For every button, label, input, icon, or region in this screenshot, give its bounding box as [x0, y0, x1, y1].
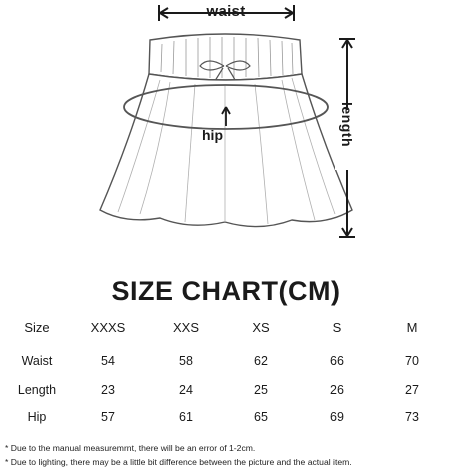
header-cell: XXS [172, 320, 199, 335]
table-cell: 54 [101, 354, 115, 368]
note-measurement: * Due to the manual measuremrnt, there will be an error of 1-2cm. [5, 443, 256, 453]
table-cell: 73 [405, 410, 419, 424]
hip-text: hip [202, 127, 223, 143]
table-cell: 62 [254, 354, 268, 368]
header-cell: M [406, 320, 418, 335]
table-cell: 65 [254, 410, 268, 424]
table-row [0, 349, 452, 373]
table-cell: 66 [330, 354, 344, 368]
header-cell: S [332, 320, 342, 335]
table-header-row [0, 316, 452, 340]
table-cell: 58 [179, 354, 193, 368]
table-cell: 26 [330, 383, 344, 397]
table-cell: 70 [405, 354, 419, 368]
length-text: length [339, 102, 355, 147]
note-lighting: * Due to lighting, there may be a little bit difference between the picture and the actual item. [5, 457, 352, 467]
table-cell: 23 [101, 383, 115, 397]
table-row [0, 378, 452, 402]
header-cell: Size [24, 320, 50, 335]
table-cell: 25 [254, 383, 268, 397]
waist-text: waist [206, 3, 246, 20]
table-cell: 24 [179, 383, 193, 397]
waist-label [152, 2, 300, 26]
table-cell: 61 [179, 410, 193, 424]
size-chart-title: SIZE CHART(CM) [111, 276, 341, 306]
header-cell: XXXS [90, 320, 126, 335]
table-row [0, 405, 452, 429]
table-cell: 27 [405, 383, 419, 397]
header-cell: XS [252, 320, 270, 335]
table-cell: 69 [330, 410, 344, 424]
row-label: Hip [27, 410, 47, 424]
row-label: Length [17, 383, 57, 397]
row-label: Waist [21, 354, 53, 368]
table-cell: 57 [101, 410, 115, 424]
